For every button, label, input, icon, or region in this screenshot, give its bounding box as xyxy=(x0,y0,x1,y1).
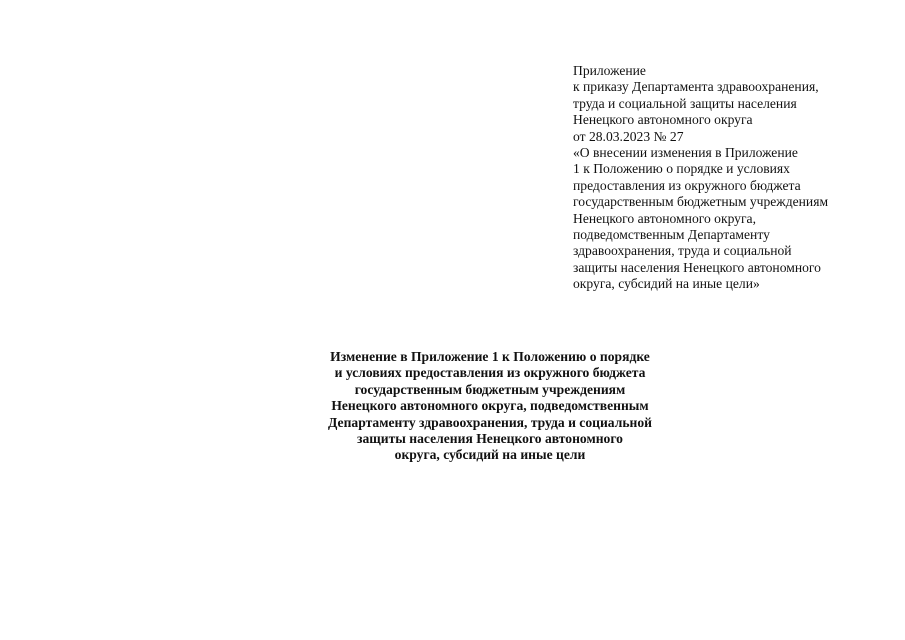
title-line: Ненецкого автономного округа, подведомственным xyxy=(331,398,649,414)
appendix-line: предоставления из окружного бюджета xyxy=(573,177,801,193)
appendix-line: Ненецкого автономного округа xyxy=(573,112,753,128)
appendix-line: труда и социальной защиты населения xyxy=(573,95,797,111)
appendix-line: подведомственным Департаменту xyxy=(573,227,770,243)
appendix-line: государственным бюджетным учреждениям xyxy=(573,194,829,210)
title-line: Департаменту здравоохранения, труда и социальной xyxy=(328,414,652,430)
appendix-line: Приложение xyxy=(573,63,646,78)
appendix-line: «О внесении изменения в Приложение xyxy=(573,145,798,161)
title-line: государственным бюджетным учреждениям xyxy=(354,381,626,397)
appendix-line: Ненецкого автономного округа, xyxy=(573,210,756,226)
title-line: и условиях предоставления из окружного бюджета xyxy=(334,365,646,381)
appendix-line: округа, субсидий на иные цели» xyxy=(573,276,760,292)
title-line: округа, субсидий на иные цели xyxy=(394,447,586,463)
title-line: защиты населения Ненецкого автономного xyxy=(357,431,623,447)
appendix-line: 1 к Положению о порядке и условиях xyxy=(573,161,790,177)
appendix-line: здравоохранения, труда и социальной xyxy=(573,243,792,259)
document-title xyxy=(290,349,690,464)
appendix-line: от 28.03.2023 № 27 xyxy=(573,128,684,144)
appendix-header xyxy=(573,63,893,293)
appendix-line: защиты населения Ненецкого автономного xyxy=(573,259,821,275)
appendix-line: к приказу Департамента здравоохранения, xyxy=(573,79,819,95)
title-line: Изменение в Приложение 1 к Положению о порядке xyxy=(330,349,650,364)
